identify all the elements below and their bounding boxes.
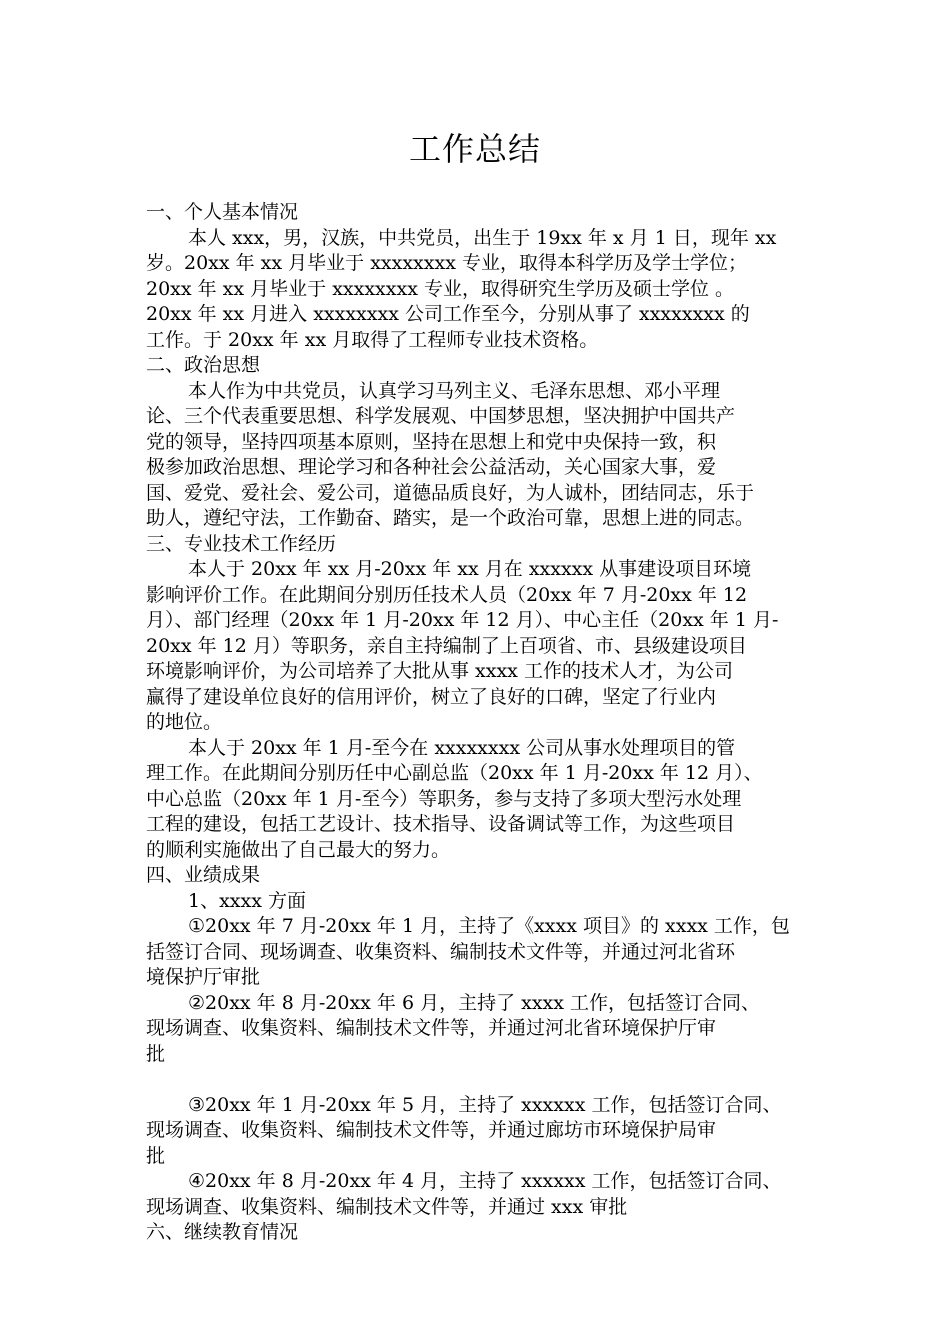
text-line: 工作。于 20xx 年 xx 月取得了工程师专业技术资格。 [146,328,599,351]
text-line: 的顺利实施做出了自己最大的努力。 [146,838,451,861]
text-line: 本人作为中共党员，认真学习马列主义、毛泽东思想、邓小平理 [188,379,721,402]
text-line: 1、xxxx 方面 [188,889,306,912]
text-line: 影响评价工作。在此期间分别历任技术人员（20xx 年 7 月-20xx 年 12 [146,583,748,606]
text-line: 20xx 年 xx 月进入 xxxxxxxx 公司工作至今，分别从事了 xxxxxxxx 的 [146,303,750,325]
text-line: 一、个人基本情况 [146,201,299,223]
text-line: 二、政治思想 [146,354,261,376]
text-line: 国、爱党、爱社会、爱公司，道德品质良好，为人诚朴，团结同志，乐于 [146,481,755,504]
text-line: ④20xx 年 8 月-20xx 年 4 月，主持了 xxxxxx 工作，包括签订合同、 [188,1170,782,1192]
text-line: 岁。20xx 年 xx 月毕业于 xxxxxxxx 专业，取得本科学历及学士学位； [146,252,747,274]
text-line: 月）、部门经理（20xx 年 1 月-20xx 年 12 月）、中心主任（20xx 年 1 月- [146,609,779,631]
text-line: 批 [146,1042,166,1065]
text-line: 工程的建设，包括工艺设计、技术指导、设备调试等工作，为这些项目 [146,813,736,835]
text-line: 批 [146,1144,166,1167]
document-body [146,200,810,1246]
text-line: 环境影响评价，为公司培养了大批从事 xxxx 工作的技术人才，为公司 [146,660,733,682]
text-line: 本人于 20xx 年 1 月-至今在 xxxxxxxx 公司从事水处理项目的管 [188,736,736,759]
document-title: 工作总结 [408,130,541,168]
text-line: 本人于 20xx 年 xx 月-20xx 年 xx 月在 xxxxxx 从事建设项目环境 [188,558,752,580]
text-line: 论、三个代表重要思想、科学发展观、中国梦思想，坚决拥护中国共产 [146,405,736,427]
text-line [146,1067,810,1093]
text-line: 现场调查、收集资料、编制技术文件等，并通过河北省环境保护厅审 [146,1017,717,1039]
text-line: 助人，遵纪守法，工作勤奋、踏实，是一个政治可靠，思想上进的同志。 [146,507,755,529]
text-line: 中心总监（20xx 年 1 月-至今）等职务，参与支持了多项大型污水处理 [146,787,742,810]
text-line: 现场调查、收集资料、编制技术文件等，并通过廊坊市环境保护局审 [146,1119,717,1141]
text-line: 六、继续教育情况 [146,1221,299,1243]
text-line: 本人 xxx，男，汉族，中共党员，出生于 19xx 年 x 月 1 日，现年 xx [188,226,777,249]
text-line: ①20xx 年 7 月-20xx 年 1 月，主持了《xxxx 项目》的 xxxx 工作，包 [188,915,790,937]
text-line: 四、业绩成果 [146,864,261,886]
text-line: 的地位。 [146,711,223,733]
text-line: 境保护厅审批 [146,966,261,988]
text-line: ②20xx 年 8 月-20xx 年 6 月，主持了 xxxx 工作，包括签订合同、 [188,991,761,1014]
text-line: 党的领导，坚持四项基本原则，坚持在思想上和党中央保持一致，积 [146,430,717,453]
text-line: 三、专业技术工作经历 [146,532,337,555]
text-line: ③20xx 年 1 月-20xx 年 5 月，主持了 xxxxxx 工作，包括签订合同、 [188,1093,782,1116]
text-line: 现场调查、收集资料、编制技术文件等，并通过 xxx 审批 [146,1195,628,1218]
text-line: 赢得了建设单位良好的信用评价，树立了良好的口碑，坚定了行业内 [146,685,717,708]
text-line: 20xx 年 12 月）等职务，亲自主持编制了上百项省、市、县级建设项目 [146,634,747,657]
text-line: 括签订合同、现场调查、收集资料、编制技术文件等，并通过河北省环 [146,940,736,963]
text-line: 理工作。在此期间分别历任中心副总监（20xx 年 1 月-20xx 年 12 月）、 [146,762,763,784]
text-line: 20xx 年 xx 月毕业于 xxxxxxxx 专业，取得研究生学历及硕士学位 。 [146,277,734,300]
text-line: 极参加政治思想、理论学习和各种社会公益活动，关心国家大事，爱 [146,456,717,478]
